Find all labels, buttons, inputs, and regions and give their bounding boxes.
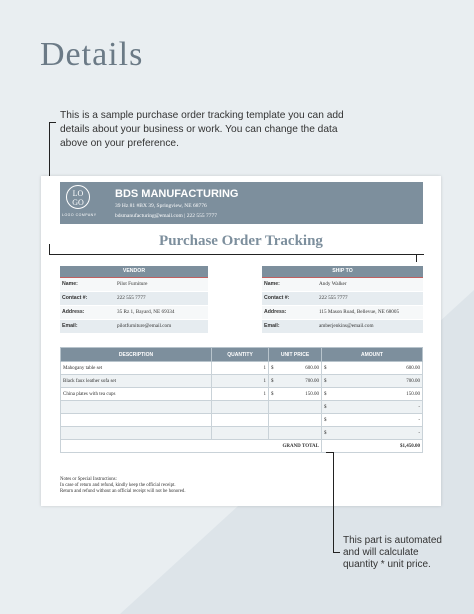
- table-row: [61, 414, 423, 427]
- currency-symbol: $: [324, 365, 327, 371]
- field-label: Address:: [62, 309, 85, 315]
- currency-symbol: $: [324, 378, 327, 384]
- vendor-row: [60, 306, 208, 320]
- field-label: Name:: [62, 281, 78, 287]
- quantity-cell[interactable]: [212, 401, 269, 414]
- notes-line: Return and refund without an official receipt will not be honored.: [60, 489, 186, 494]
- unit-price-cell[interactable]: [269, 427, 322, 440]
- field-value[interactable]: 115 Mason Road, Bellevue, NE 68005: [319, 309, 400, 315]
- field-label: Email:: [264, 323, 280, 329]
- amount-value: 700.00: [406, 378, 420, 384]
- company-address: 39 Hz 81 #BX 39, Springview, NE 68776: [115, 203, 207, 209]
- quantity-cell[interactable]: 1: [212, 362, 269, 375]
- field-label: Contact #:: [264, 295, 290, 301]
- field-label: Contact #:: [62, 295, 88, 301]
- side-note-text: This part is automated and will calculate quantity * unit price.: [343, 535, 442, 570]
- description-cell[interactable]: China plates with tea cups: [61, 388, 212, 401]
- company-banner: [60, 182, 423, 224]
- vendor-header: VENDOR: [60, 266, 208, 278]
- document-title: Purchase Order Tracking: [159, 233, 323, 249]
- field-value[interactable]: pilotfurniture@email.com: [117, 323, 172, 329]
- quantity-cell[interactable]: 1: [212, 375, 269, 388]
- ship-to-box: [262, 266, 423, 334]
- currency-symbol: $: [324, 404, 327, 410]
- quantity-cell[interactable]: [212, 427, 269, 440]
- column-header: AMOUNT: [322, 348, 423, 362]
- notes-section: [60, 477, 186, 495]
- field-value[interactable]: amberjenkins@email.com: [319, 323, 374, 329]
- grand-total-value: $1,450.00: [322, 440, 423, 453]
- currency-symbol: $: [324, 417, 327, 423]
- currency-symbol: $: [324, 430, 327, 436]
- page-heading: Details: [40, 36, 144, 73]
- currency-symbol: $: [271, 378, 274, 384]
- unit-price-value: 700.00: [305, 378, 319, 384]
- column-header: DESCRIPTION: [61, 348, 212, 362]
- description-cell[interactable]: Black faux leather sofa set: [61, 375, 212, 388]
- notes-line: Notes or Special Instructions:: [60, 477, 117, 482]
- amount-cell: [322, 427, 423, 440]
- amount-value: -: [418, 404, 420, 410]
- amount-value: 150.00: [406, 391, 420, 397]
- grand-total-label: GRAND TOTAL: [61, 440, 322, 453]
- table-row: [61, 427, 423, 440]
- field-value[interactable]: Pilot Furniture: [117, 281, 148, 287]
- description-cell[interactable]: [61, 401, 212, 414]
- unit-price-cell[interactable]: [269, 401, 322, 414]
- company-contact: bdsmanufacturing@email.com | 222 555 7777: [115, 213, 217, 219]
- connector-line: [49, 244, 50, 254]
- connector-line: [416, 254, 417, 262]
- column-header: QUANTITY: [212, 348, 269, 362]
- amount-value: -: [418, 430, 420, 436]
- grand-total-row: [61, 440, 423, 453]
- unit-price-value: 150.00: [305, 391, 319, 397]
- table-row: [61, 375, 423, 388]
- intro-text: This is a sample purchase order tracking template you can add details about your business or work. You can change the data above on your preference.: [60, 110, 344, 149]
- unit-price-cell[interactable]: [269, 375, 322, 388]
- ship-to-header: SHIP TO: [262, 266, 423, 278]
- field-label: Email:: [62, 323, 78, 329]
- description-cell[interactable]: [61, 414, 212, 427]
- amount-cell: [322, 362, 423, 375]
- vendor-box: [60, 266, 208, 334]
- field-value[interactable]: 222 555 7777: [117, 295, 146, 301]
- amount-cell: [322, 401, 423, 414]
- table-row: [61, 388, 423, 401]
- connector-line: [49, 254, 424, 255]
- items-table: [60, 347, 423, 453]
- bracket-line-right: [333, 452, 334, 552]
- currency-symbol: $: [324, 391, 327, 397]
- unit-price-cell[interactable]: [269, 362, 322, 375]
- field-value[interactable]: 222 555 7777: [319, 295, 348, 301]
- description-cell[interactable]: [61, 427, 212, 440]
- company-name: BDS MANUFACTURING: [115, 188, 239, 200]
- logo-subtitle: LOGO COMPANY: [62, 213, 97, 217]
- column-header: UNIT PRICE: [269, 348, 322, 362]
- field-value[interactable]: Andy Walker: [319, 281, 347, 287]
- amount-cell: [322, 414, 423, 427]
- field-label: Name:: [264, 281, 280, 287]
- amount-value: -: [418, 417, 420, 423]
- vendor-row: [60, 320, 208, 334]
- vendor-row: [60, 278, 208, 292]
- field-value[interactable]: 35 Rz 1, Bayard, NE 69334: [117, 309, 175, 315]
- table-row: [61, 401, 423, 414]
- unit-price-value: 600.00: [305, 365, 319, 371]
- ship-to-row: [262, 292, 423, 306]
- ship-to-row: [262, 306, 423, 320]
- field-label: Address:: [264, 309, 287, 315]
- table-row: [61, 362, 423, 375]
- vendor-row: [60, 292, 208, 306]
- ship-to-row: [262, 278, 423, 292]
- currency-symbol: $: [271, 365, 274, 371]
- logo-icon: LO GO: [66, 185, 90, 209]
- table-header-row: [61, 348, 423, 362]
- purchase-order-document: [41, 176, 441, 506]
- description-cell[interactable]: Mahogany table set: [61, 362, 212, 375]
- amount-cell: [322, 388, 423, 401]
- ship-to-row: [262, 320, 423, 334]
- unit-price-cell[interactable]: [269, 388, 322, 401]
- currency-symbol: $: [271, 391, 274, 397]
- quantity-cell[interactable]: [212, 414, 269, 427]
- notes-line: In case of return and refund, kindly keep the official receipt.: [60, 483, 176, 488]
- quantity-cell[interactable]: 1: [212, 388, 269, 401]
- unit-price-cell[interactable]: [269, 414, 322, 427]
- amount-value: 600.00: [406, 365, 420, 371]
- amount-cell: [322, 375, 423, 388]
